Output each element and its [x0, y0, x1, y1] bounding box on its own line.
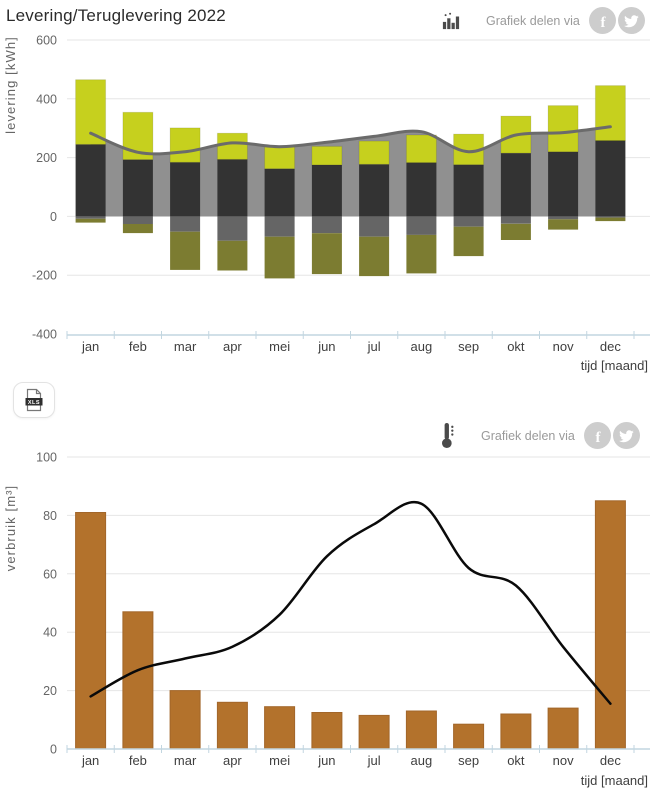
verbruik-brown-bar: [595, 501, 625, 749]
svg-text:jul: jul: [367, 339, 381, 354]
negative-olive-bar: [170, 232, 200, 270]
svg-text:jan: jan: [81, 339, 100, 354]
svg-text:600: 600: [36, 33, 57, 48]
twitter-icon: [618, 7, 645, 34]
levering-dark-bar: [595, 141, 625, 217]
svg-text:sep: sep: [458, 753, 480, 768]
x-axis-title: tijd [maand]: [580, 358, 648, 373]
bar-chart-icon: [442, 12, 460, 30]
svg-text:mei: mei: [269, 753, 291, 768]
levering-chart: [3, 34, 650, 374]
negative-olive-bar: [76, 219, 106, 223]
twitter-share-button[interactable]: [613, 422, 640, 449]
export-xls-button[interactable]: [13, 382, 55, 418]
negative-gray-bar: [595, 216, 625, 217]
negative-gray-bar: [501, 216, 531, 223]
twitter-share-button[interactable]: [618, 7, 645, 34]
svg-text:jul: jul: [367, 753, 381, 768]
negative-olive-bar: [123, 224, 153, 233]
svg-text:80: 80: [43, 508, 57, 523]
svg-text:okt: okt: [507, 339, 525, 354]
teruglevering-lime-bar: [548, 106, 578, 152]
svg-text:nov: nov: [552, 339, 574, 354]
teruglevering-lime-bar: [595, 86, 625, 141]
verbruik-brown-bar: [312, 713, 342, 750]
teruglevering-lime-bar: [312, 146, 342, 165]
levering-dark-bar: [265, 169, 295, 217]
svg-text:dec: dec: [599, 753, 621, 768]
svg-text:sep: sep: [458, 339, 480, 354]
svg-text:-400: -400: [31, 327, 57, 342]
share-label: Grafiek delen via: [486, 13, 580, 28]
verbruik-chart: [3, 451, 650, 789]
facebook-icon: [584, 422, 611, 449]
levering-dark-bar: [312, 165, 342, 217]
verbruik-brown-bar: [501, 714, 531, 749]
levering-dark-bar: [501, 153, 531, 216]
negative-gray-bar: [454, 216, 484, 226]
negative-gray-bar: [359, 216, 389, 236]
levering-dark-bar: [454, 165, 484, 217]
svg-text:feb: feb: [128, 339, 147, 354]
facebook-share-button[interactable]: [589, 7, 616, 34]
negative-gray-bar: [76, 216, 106, 218]
teruglevering-lime-bar: [359, 141, 389, 164]
svg-text:jan: jan: [81, 753, 100, 768]
svg-text:0: 0: [50, 742, 57, 757]
negative-gray-bar: [312, 216, 342, 233]
svg-text:mar: mar: [173, 753, 197, 768]
levering-dark-bar: [406, 163, 436, 217]
verbruik-brown-bar: [76, 513, 106, 750]
negative-olive-bar: [595, 218, 625, 222]
verbruik-brown-bar: [548, 708, 578, 749]
svg-text:XLS: XLS: [27, 399, 41, 406]
levering-dark-bar: [123, 160, 153, 217]
share-row-top: [442, 7, 646, 34]
negative-olive-bar: [548, 219, 578, 229]
facebook-icon: [589, 7, 616, 34]
negative-olive-bar-series: [76, 218, 626, 279]
svg-text:60: 60: [43, 567, 57, 582]
verbruik-brown-bar: [406, 711, 436, 749]
teruglevering-lime-bar: [406, 135, 436, 163]
negative-gray-bar: [217, 216, 247, 240]
svg-text:dec: dec: [599, 339, 621, 354]
verbruik-brown-bar: [359, 715, 389, 749]
facebook-share-button[interactable]: [584, 422, 611, 449]
negative-gray-bar: [406, 216, 436, 235]
verbruik-brown-bar: [265, 707, 295, 749]
y-axis-title: levering [kWh]: [3, 36, 18, 134]
teruglevering-lime-bar: [170, 128, 200, 162]
negative-olive-bar: [265, 237, 295, 279]
verbruik-brown-bar: [454, 724, 484, 749]
share-row-bottom: [440, 422, 641, 449]
levering-dark-bar: [548, 152, 578, 217]
x-axis-title: tijd [maand]: [580, 773, 648, 788]
negative-gray-bar-series: [76, 216, 626, 240]
svg-text:mei: mei: [269, 339, 291, 354]
twitter-icon: [613, 422, 640, 449]
svg-text:100: 100: [36, 450, 57, 465]
svg-text:40: 40: [43, 625, 57, 640]
share-label: Grafiek delen via: [481, 428, 575, 443]
verbruik-black-line: [91, 502, 611, 704]
negative-olive-bar: [406, 235, 436, 274]
page-title: Levering/Teruglevering 2022: [6, 6, 226, 25]
negative-gray-bar: [170, 216, 200, 231]
svg-text:jun: jun: [318, 339, 336, 354]
levering-dark-bar: [217, 159, 247, 216]
svg-text:aug: aug: [410, 753, 433, 768]
levering-dark-bar: [76, 144, 106, 216]
teruglevering-lime-bar: [265, 146, 295, 169]
svg-text:apr: apr: [222, 339, 242, 354]
negative-gray-bar: [123, 216, 153, 224]
svg-text:20: 20: [43, 684, 57, 699]
verbruik-brown-bar: [123, 612, 153, 749]
negative-olive-bar: [454, 227, 484, 256]
svg-text:mar: mar: [173, 339, 197, 354]
negative-olive-bar: [501, 224, 531, 240]
levering-dark-bar: [170, 162, 200, 216]
svg-text:200: 200: [36, 151, 57, 166]
teruglevering-lime-bar: [217, 133, 247, 159]
thermometer-icon: [440, 422, 455, 449]
svg-text:feb: feb: [128, 753, 147, 768]
negative-gray-bar: [265, 216, 295, 236]
verbruik-brown-bar: [170, 691, 200, 749]
svg-text:f: f: [595, 430, 601, 446]
negative-gray-bar: [548, 216, 578, 219]
svg-text:f: f: [600, 15, 606, 31]
negative-olive-bar: [359, 237, 389, 276]
negative-olive-bar: [312, 233, 342, 274]
svg-text:jun: jun: [318, 753, 336, 768]
svg-text:aug: aug: [410, 339, 433, 354]
svg-text:-200: -200: [31, 268, 57, 283]
svg-text:okt: okt: [507, 753, 525, 768]
y-axis-title: verbruik [m³]: [3, 484, 18, 572]
svg-text:400: 400: [36, 92, 57, 107]
svg-text:nov: nov: [552, 753, 574, 768]
negative-olive-bar: [217, 241, 247, 271]
svg-text:apr: apr: [222, 753, 242, 768]
verbruik-brown-bar: [217, 702, 247, 749]
svg-text:0: 0: [50, 209, 57, 224]
xls-file-icon: [24, 388, 44, 412]
levering-dark-bar: [359, 164, 389, 216]
